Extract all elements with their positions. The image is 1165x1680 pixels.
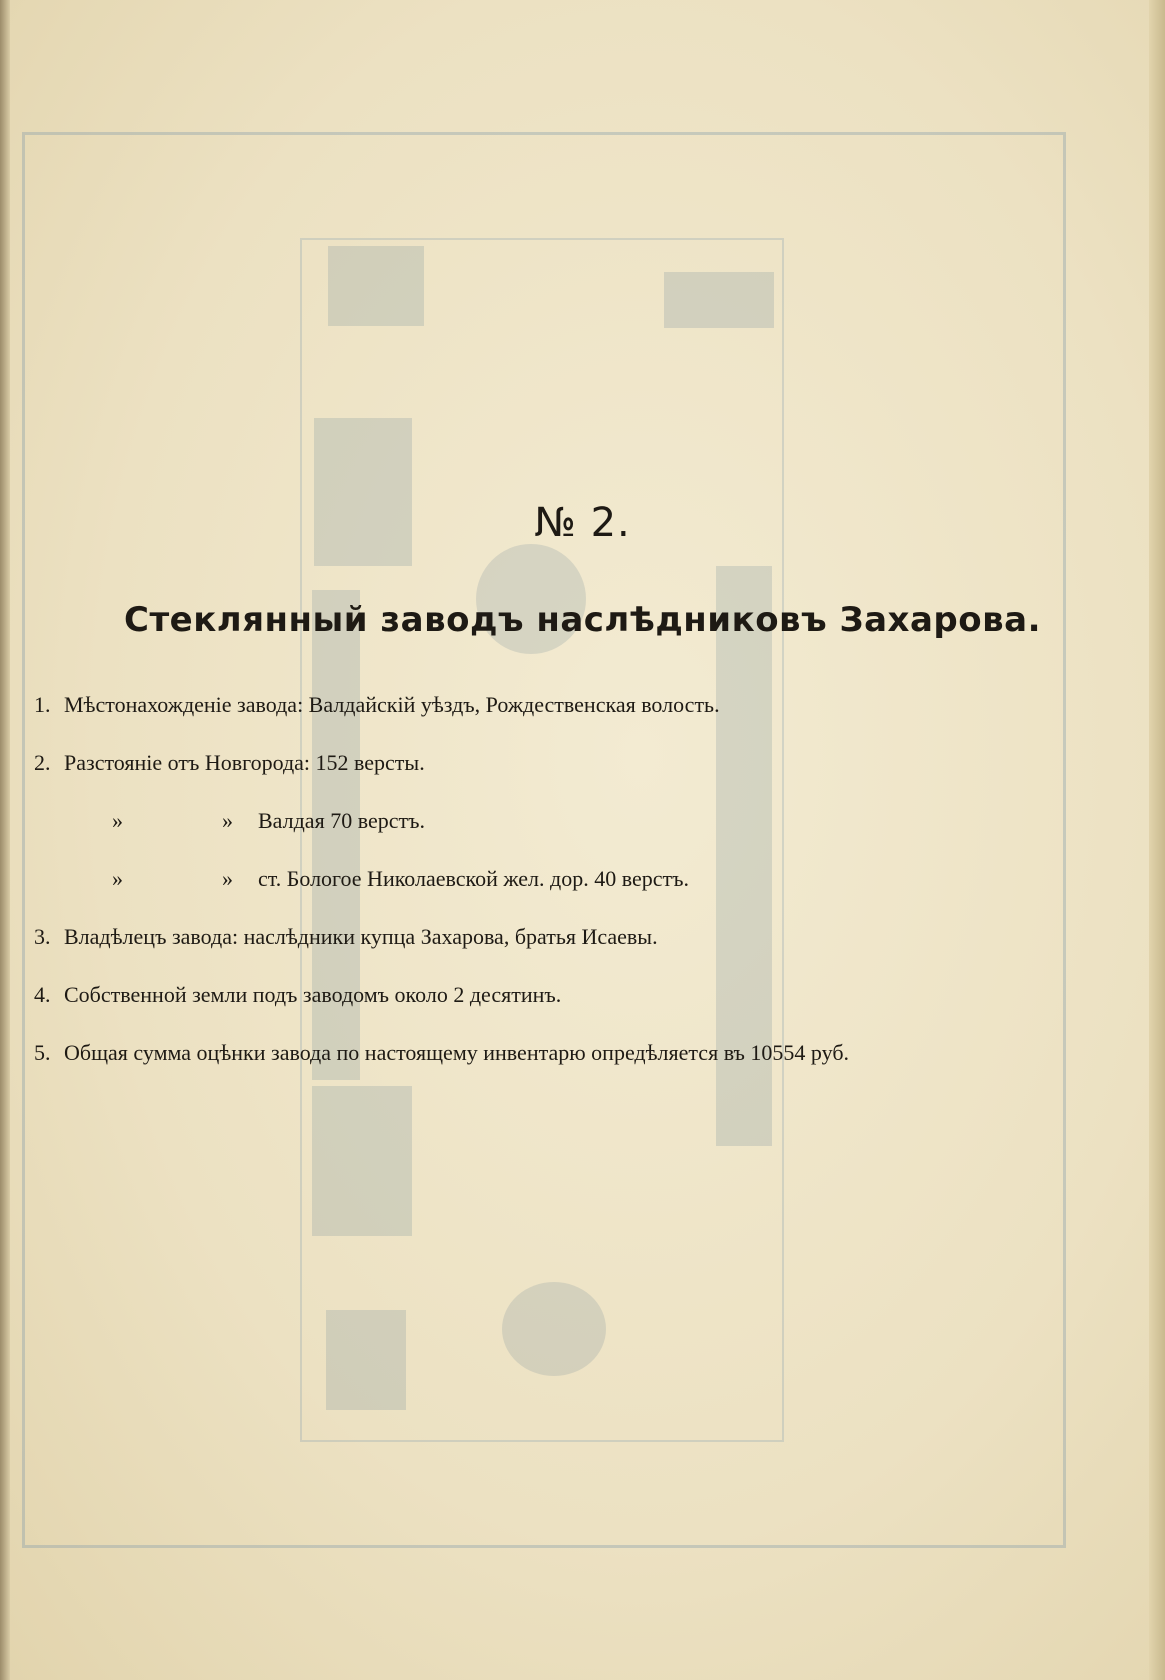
list-item: [34, 806, 1144, 864]
list-item: [34, 690, 1144, 748]
document-number: № 2.: [534, 500, 631, 546]
document-title: Стеклянный заводъ наслѣдниковъ Захарова.: [124, 600, 1041, 640]
ditto-mark: »: [112, 866, 123, 891]
item-text: Собственной земли подъ заводомъ около 2 десятинъ.: [64, 982, 562, 1007]
list-item: [34, 1038, 1144, 1096]
item-text: Общая сумма оцѣнки завода по настоящему инвентарю опредѣляется въ 10554 руб.: [64, 1040, 850, 1065]
bleed-through-block: [326, 1310, 406, 1410]
item-text: ст. Бологое Николаевской жел. дор. 40 верстъ.: [258, 866, 689, 891]
page-edge-shadow: [1149, 0, 1165, 1680]
ditto-mark: »: [222, 808, 233, 833]
bleed-through-block: [328, 246, 424, 326]
list-item: [34, 922, 1144, 980]
item-text: Валдая 70 верстъ.: [258, 808, 425, 833]
bleed-through-block: [312, 1086, 412, 1236]
item-number: 2.: [34, 750, 51, 775]
ditto-mark: »: [222, 866, 233, 891]
item-list: [34, 690, 1144, 1096]
list-item: [34, 864, 1144, 922]
bleed-through-block: [664, 272, 774, 328]
item-number: 4.: [34, 982, 51, 1007]
list-item: [34, 980, 1144, 1038]
item-text: Разстояніе отъ Новгорода: 152 версты.: [64, 750, 425, 775]
item-text: Мѣстонахожденіе завода: Валдайскій уѣздъ, Рождественская волость.: [64, 692, 720, 717]
item-number: 3.: [34, 924, 51, 949]
item-number: 5.: [34, 1040, 51, 1065]
item-text: Владѣлецъ завода: наслѣдники купца Захарова, братья Исаевы.: [64, 924, 658, 949]
ditto-mark: »: [112, 808, 123, 833]
list-item: [34, 748, 1144, 806]
item-number: 1.: [34, 692, 51, 717]
book-spine-shadow: [0, 0, 10, 1680]
bleed-through-circle: [502, 1282, 606, 1376]
